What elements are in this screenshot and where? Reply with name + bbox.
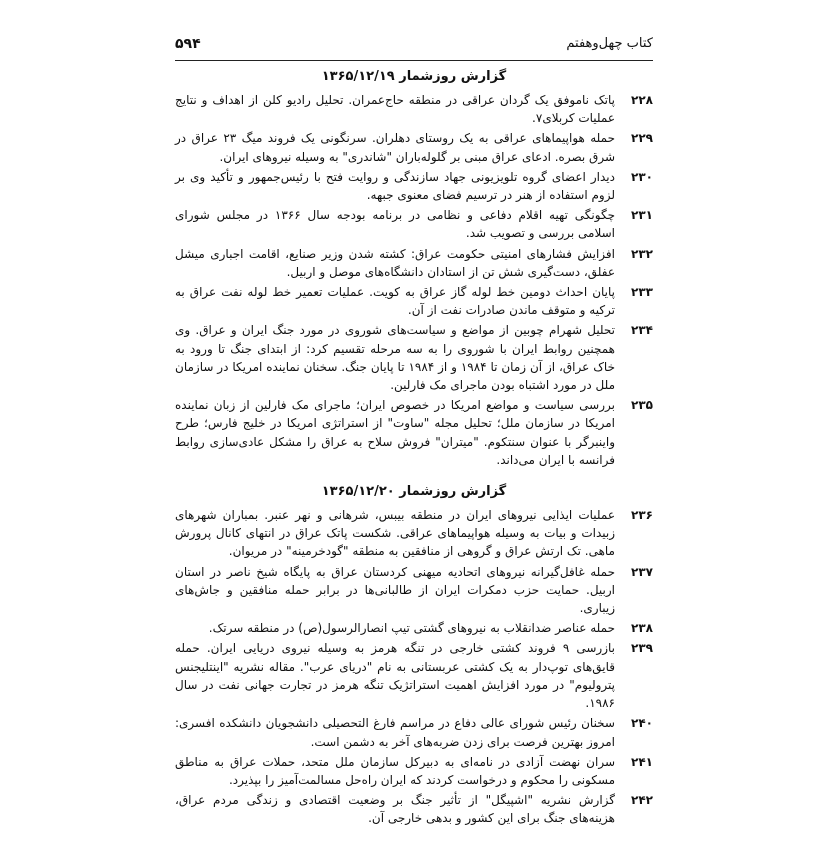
report-entry [175, 206, 653, 242]
entry-text: سخنان رئیس شورای عالی دفاع در مراسم فارغ التحصیلی دانشجویان دانشکده افسری: امروز بهترین فرصت برای زدن ضربه‌های آخر به دشمن است. [175, 716, 615, 749]
page-number: ۵۹۴ [175, 36, 201, 52]
entry-number: ۲۳۶ [631, 508, 653, 523]
entry-number: ۲۳۴ [631, 323, 653, 338]
report-entry [175, 129, 653, 165]
book-title: کتاب چهل‌وهفتم [566, 36, 653, 51]
entry-number: ۲۳۸ [631, 621, 653, 636]
header-rule [175, 60, 653, 61]
report-entry [175, 91, 653, 127]
report-entry [175, 506, 653, 561]
report-content [175, 68, 653, 830]
page-header [175, 36, 653, 58]
entry-text: بازرسی ۹ فروند کشتی خارجی در تنگه هرمز به وسیله نیروی دریایی ایران. حمله قایق‌های توپ‌دار به یک کشتی عربستانی به نام "دریای عرب". مقاله نشریه "اینتلیجنس پترولیوم" در مورد افزایش اهمیت استراتژیک تنگه هرمز در تجارت جهانی نفت در سال ۱۹۸۶. [175, 641, 615, 711]
day-report-title: گزارش روزشمار ۱۳۶۵/۱۲/۲۰ [321, 484, 507, 500]
entry-number: ۲۳۱ [631, 208, 653, 223]
report-entry [175, 563, 653, 618]
entry-number: ۲۲۹ [631, 131, 653, 146]
entry-number: ۲۴۰ [631, 716, 653, 731]
entry-text: چگونگی تهیه اقلام دفاعی و نظامی در برنامه بودجه سال ۱۳۶۶ در مجلس شورای اسلامی بررسی و تصویب شد. [175, 208, 615, 241]
entry-text: پایان احداث دومین خط لوله گاز عراق به کویت. عملیات تعمیر خط لوله نفت عراق به ترکیه و متوقف ماندن صادرات نفت از آن. [175, 285, 615, 318]
entry-number: ۲۴۱ [631, 754, 653, 769]
entry-number: ۲۳۲ [631, 246, 653, 261]
report-entry [175, 321, 653, 394]
entry-text: حمله غافل‌گیرانه نیروهای اتحادیه میهنی کردستان عراق به پایگاه شیخ ناصر در استان اربیل. حمایت حزب دمکرات ایران از طالبانی‌ها در برابر حمله منافقین و جاش‌های زیباری. [175, 564, 615, 616]
report-entry [175, 396, 653, 469]
entry-number: ۲۳۰ [631, 169, 653, 184]
entry-text: بررسی سیاست و مواضع امریکا در خصوص ایران؛ ماجرای مک فارلین از زبان نماینده امریکا در سازمان ملل؛ تحلیل مجله "ساوت" از استراتژی امریکا در خلیج فارس؛ طرح واینبرگر با عنوان سنتکوم. "میتران" فروش سلاح به عراق را مشکل عادی‌سازی روابط فرانسه با ایران می‌داند. [175, 398, 615, 467]
day-report-title: گزارش روزشمار ۱۳۶۵/۱۲/۱۹ [321, 69, 507, 84]
entry-number: ۲۳۹ [631, 641, 653, 656]
report-entry [175, 168, 653, 204]
entry-text: سران نهضت آزادی در نامه‌ای به دبیرکل سازمان ملل متحد، حملات عراق به مناطق مسکونی را محکوم و درخواست کردند که ایران راه‌حل مسالمت‌آمیز را بپذیرد. [175, 754, 615, 787]
report-entry [175, 245, 653, 281]
entry-number: ۲۴۲ [631, 793, 653, 808]
entry-text: عملیات ایذایی نیروهای ایران در منطقه بیبس، شرهانی و نهر عنبر. بمباران شهرهای زبیدات و بیات به وسیله هواپیماهای عراقی. شکست پاتک عراق در انتهای کانال پرورش ماهی. تک ارتش عراق و گروهی از منافقین به منطقه "گودخرمینه" در مریوان. [175, 508, 615, 559]
report-entry [175, 283, 653, 319]
entry-text: پاتک ناموفق یک گردان عراقی در منطقه حاج‌عمران. تحلیل رادیو کلن از اهداف و نتایج عملیات کربلای۷. [175, 93, 615, 126]
entry-text: دیدار اعضای گروه تلویزیونی جهاد سازندگی و روایت فتح با رئیس‌جمهور و تأکید وی بر لزوم استفاده از هنر در ترسیم فضای معنوی جبهه. [175, 169, 615, 203]
entry-text: افزایش فشارهای امنیتی حکومت عراق: کشته شدن وزیر صنایع، اقامت اجباری میشل عفلق، دست‌گیری شش تن از استادان دانشگاه‌های موصل و اربیل. [175, 246, 615, 279]
report-entry [175, 639, 653, 712]
entry-number: ۲۳۵ [631, 398, 653, 413]
entry-text: حمله هواپیماهای عراقی به یک روستای دهلران. سرنگونی یک فروند میگ ۲۳ عراق در شرق بصره. ادعای عراق مبنی بر گلوله‌باران "شاندری" به وسیله نیروهای ایران. [175, 131, 615, 164]
report-entry [175, 714, 653, 750]
report-entry [175, 753, 653, 789]
entry-number: ۲۲۸ [631, 93, 653, 107]
entry-text: گزارش نشریه "اشپیگل" از تأثیر جنگ بر وضعیت اقتصادی و زندگی مردم عراق، هزینه‌های جنگ برای این کشور و بدهی خارجی آن. [175, 793, 615, 826]
report-entry [175, 791, 653, 827]
entry-text: تحلیل شهرام چوبین از مواضع و سیاست‌های شوروی در مورد جنگ ایران و عراق. وی همچنین روابط ایران با شوروی را به سه مرحله تقسیم کرد: از ابتدای جنگ تا ورود به خاک عراق، از آن زمان تا ۱۹۸۴ و از ۱۹۸۴ تا پایان جنگ. سخنان نماینده امریکا در سازمان ملل در مورد اشتباه بودن ماجرای مک فارلین. [175, 323, 616, 393]
entry-number: ۲۳۷ [631, 564, 653, 579]
entry-text: حمله عناصر ضدانقلاب به نیروهای گشتی تیپ انصارالرسول(ص) در منطقه سرتک. [208, 621, 615, 636]
entry-number: ۲۳۳ [631, 285, 653, 300]
report-entry [175, 619, 653, 637]
